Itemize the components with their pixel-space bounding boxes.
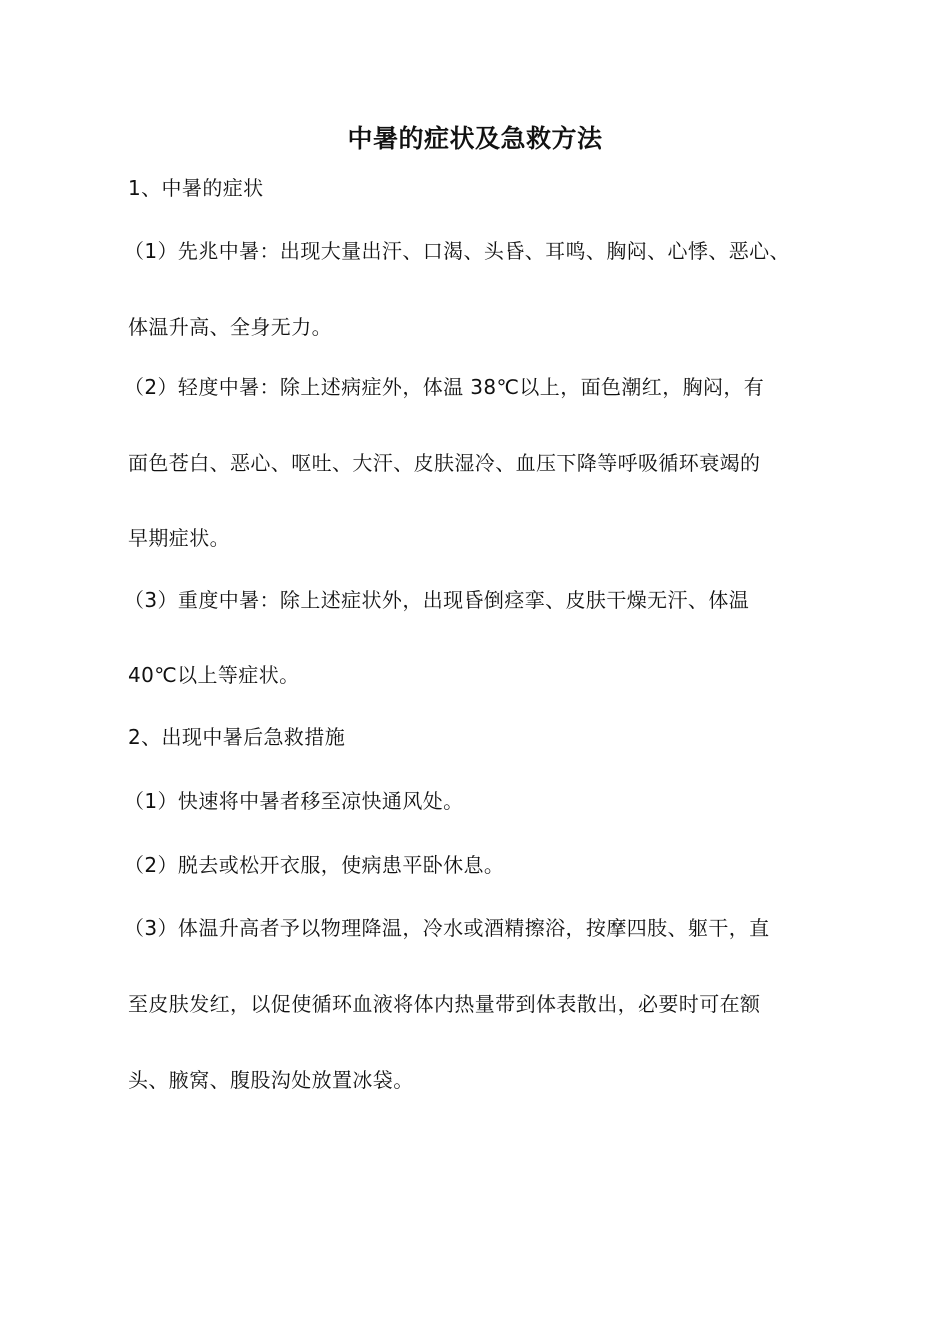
- paragraph-line: （3）重度中暑：除上述症状外，出现昏倒痉挛、皮肤干燥无汗、体温: [124, 588, 750, 612]
- paragraph-line: 至皮肤发红，以促使循环血液将体内热量带到体表散出，必要时可在额: [128, 992, 761, 1016]
- paragraph-line: （3）体温升高者予以物理降温，冷水或酒精擦浴，按摩四肢、躯干，直: [124, 916, 770, 940]
- paragraph-line: 面色苍白、恶心、呕吐、大汗、皮肤湿冷、血压下降等呼吸循环衰竭的: [128, 451, 761, 475]
- document-title: 中暑的症状及急救方法: [347, 124, 603, 153]
- paragraph-line: 早期症状。: [128, 526, 230, 550]
- paragraph-line: （1）快速将中暑者移至凉快通风处。: [124, 789, 464, 813]
- section-heading-first-aid: 2、出现中暑后急救措施: [128, 725, 346, 749]
- paragraph-line: （1）先兆中暑：出现大量出汗、口渴、头昏、耳鸣、胸闷、心悸、恶心、: [124, 239, 790, 263]
- paragraph-line: （2）轻度中暑：除上述病症外，体温 38℃以上，面色潮红，胸闷，有: [124, 375, 765, 399]
- paragraph-line: 40℃以上等症状。: [128, 663, 300, 687]
- paragraph-line: 头、腋窝、腹股沟处放置冰袋。: [128, 1068, 414, 1092]
- paragraph-line: 体温升高、全身无力。: [128, 315, 332, 339]
- section-heading-symptoms: 1、中暑的症状: [128, 176, 264, 200]
- paragraph-line: （2）脱去或松开衣服，使病患平卧休息。: [124, 853, 505, 877]
